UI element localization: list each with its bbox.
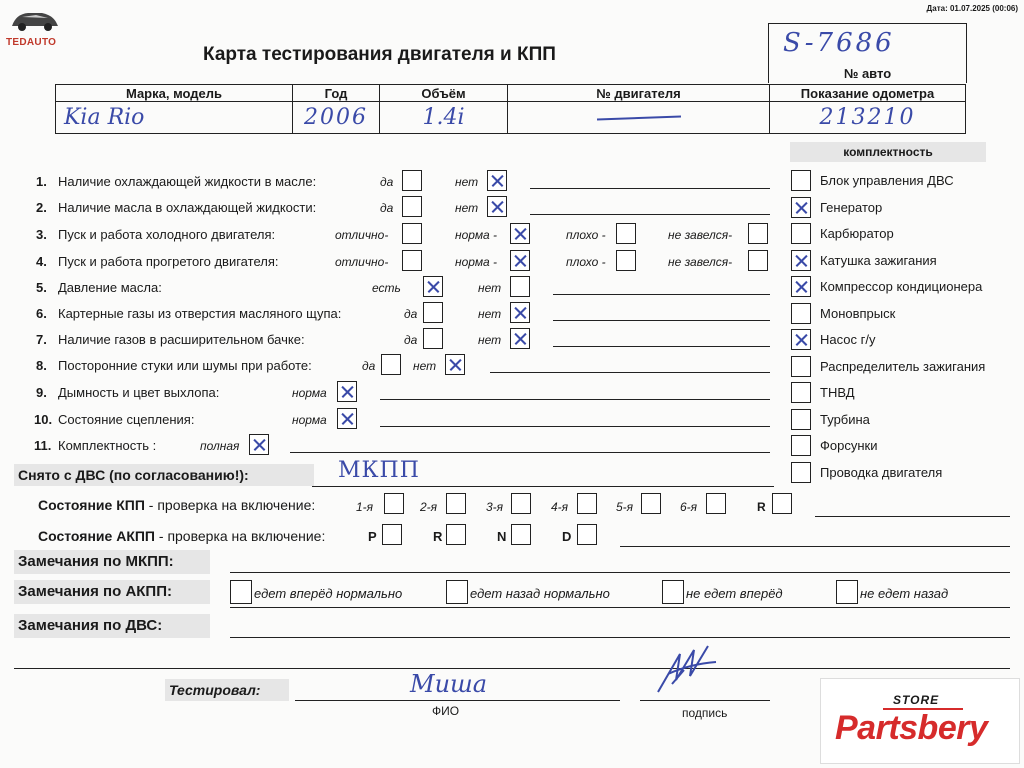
- completeness-checkbox[interactable]: [791, 197, 811, 218]
- kpp-gear-label: 6-я: [680, 500, 698, 514]
- remarks-dvs-label: Замечания по ДВС:: [14, 614, 210, 638]
- auto-number-box: [768, 23, 967, 83]
- test-option-label: нет: [478, 307, 502, 321]
- test-number: 4.: [36, 254, 47, 269]
- test-label: Посторонние стуки или шумы при работе:: [58, 358, 312, 373]
- answer-line: [380, 399, 770, 400]
- remarks-mkpp-label: Замечания по МКПП:: [14, 550, 210, 574]
- tester-name: Миша: [410, 670, 488, 698]
- page-title: Карта тестирования двигателя и КПП: [203, 44, 556, 65]
- test-option-checkbox[interactable]: [423, 276, 443, 297]
- test-number: 9.: [36, 385, 47, 400]
- make-value: Kia Rio: [56, 102, 293, 134]
- test-option-checkbox[interactable]: [510, 302, 530, 323]
- test-number: 2.: [36, 200, 47, 215]
- odometer-header: Показание одометра: [770, 85, 966, 102]
- kpp-gear-label: 1-я: [356, 500, 374, 514]
- test-option-label: да: [362, 359, 376, 373]
- kpp-gear-checkbox[interactable]: [577, 493, 597, 514]
- akpp-remark-label: едет назад нормально: [470, 586, 610, 601]
- test-option-checkbox[interactable]: [748, 223, 768, 244]
- completeness-item-label: Генератор: [820, 199, 883, 215]
- make-header: Марка, модель: [56, 85, 293, 102]
- completeness-title: комплектность: [790, 142, 986, 162]
- test-number: 11.: [34, 438, 52, 453]
- test-label: Давление масла:: [58, 280, 162, 295]
- akpp-gear-label: N: [497, 529, 507, 544]
- test-label: Наличие охлаждающей жидкости в масле:: [58, 174, 317, 189]
- completeness-item-label: Блок управления ДВС: [820, 173, 954, 188]
- completeness-checkbox[interactable]: [791, 382, 811, 403]
- completeness-item-label: Распределитель зажигания: [820, 358, 986, 374]
- volume-header: Объём: [380, 85, 508, 102]
- answer-line: [553, 320, 770, 321]
- test-option-checkbox[interactable]: [381, 354, 401, 375]
- kpp-gear-checkbox[interactable]: [511, 493, 531, 514]
- tedauto-logo: [6, 6, 62, 54]
- removed-value: МКПП: [338, 458, 420, 483]
- completeness-item-label: Катушка зажигания: [820, 252, 937, 268]
- kpp-gear-label: 2-я: [420, 500, 438, 514]
- test-option-checkbox[interactable]: [445, 354, 465, 375]
- test-option-checkbox[interactable]: [510, 250, 530, 271]
- test-option-label: не завелся-: [668, 228, 733, 242]
- test-number: 6.: [36, 306, 47, 321]
- test-option-label: отлично-: [335, 228, 389, 242]
- store-badge: [820, 678, 1020, 764]
- test-option-label: норма -: [455, 228, 498, 242]
- test-option-label: да: [404, 333, 418, 347]
- test-option-label: отлично-: [335, 255, 389, 269]
- test-option-checkbox[interactable]: [402, 196, 422, 217]
- test-label: Наличие масла в охлаждающей жидкости:: [58, 200, 317, 215]
- kpp-label-bold: Состояние КПП: [38, 497, 145, 513]
- akpp-remark-checkbox[interactable]: [662, 580, 684, 604]
- test-label: Пуск и работа прогретого двигателя:: [58, 254, 279, 269]
- tested-label: Тестировал:: [165, 679, 289, 701]
- kpp-gear-label: 4-я: [551, 500, 569, 514]
- test-option-checkbox[interactable]: [748, 250, 768, 271]
- fio-label: ФИО: [432, 704, 460, 718]
- test-option-label: плохо -: [566, 228, 606, 242]
- test-option-label: есть: [372, 281, 401, 295]
- test-option-checkbox[interactable]: [487, 196, 507, 217]
- kpp-gear-label: 3-я: [486, 500, 504, 514]
- akpp-remark-label: едет вперёд нормально: [254, 586, 403, 601]
- completeness-item-label: Форсунки: [820, 438, 878, 453]
- kpp-gear-checkbox[interactable]: [446, 493, 466, 514]
- akpp-gear-checkbox[interactable]: [577, 524, 597, 545]
- test-number: 3.: [36, 227, 47, 242]
- akpp-label-rest: - проверка на включение:: [155, 528, 326, 544]
- store-small: STORE: [893, 693, 940, 707]
- test-number: 8.: [36, 358, 47, 373]
- car-icon: [6, 6, 62, 32]
- completeness-item-label: Моновпрыск: [820, 305, 896, 321]
- akpp-remark-label: не едет назад: [860, 586, 949, 601]
- test-option-checkbox[interactable]: [616, 223, 636, 244]
- vehicle-info-table: [55, 84, 966, 134]
- kpp-gear-checkbox[interactable]: [706, 493, 726, 514]
- engine-number-header: № двигателя: [508, 85, 770, 102]
- test-option-checkbox[interactable]: [402, 250, 422, 271]
- test-option-checkbox[interactable]: [402, 223, 422, 244]
- kpp-gear-checkbox[interactable]: [641, 493, 661, 514]
- answer-line: [490, 372, 770, 373]
- kpp-gear-checkbox[interactable]: [772, 493, 792, 514]
- test-option-label: норма -: [455, 255, 498, 269]
- year-value: 2006: [293, 102, 380, 134]
- akpp-gear-label: R: [433, 529, 443, 544]
- test-option-checkbox[interactable]: [510, 276, 530, 297]
- kpp-label-rest: - проверка на включение:: [144, 497, 316, 513]
- test-option-checkbox[interactable]: [337, 408, 357, 429]
- test-option-checkbox[interactable]: [487, 170, 507, 191]
- completeness-item-label: Проводка двигателя: [820, 464, 943, 480]
- akpp-label: [38, 528, 325, 544]
- signature-mark: [650, 640, 720, 700]
- test-number: 7.: [36, 332, 47, 347]
- test-option-label: да: [380, 175, 394, 189]
- answer-line: [553, 346, 770, 347]
- completeness-item-label: ТНВД: [820, 385, 855, 400]
- test-number: 10.: [34, 412, 53, 427]
- kpp-gear-label: R: [757, 500, 766, 514]
- akpp-gear-label: P: [368, 529, 377, 544]
- test-option-label: нет: [478, 281, 502, 295]
- test-label: Наличие газов в расширительном бачке:: [58, 332, 305, 347]
- test-option-label: норма: [292, 386, 327, 400]
- auto-number-value: S-7686: [783, 28, 895, 58]
- answer-line: [553, 294, 770, 295]
- test-option-label: нет: [413, 359, 437, 373]
- akpp-gear-checkbox[interactable]: [511, 524, 531, 545]
- kpp-gear-label: 5-я: [616, 500, 634, 514]
- test-option-checkbox[interactable]: [402, 170, 422, 191]
- test-option-label: не завелся-: [668, 255, 733, 269]
- date-label: Дата: 01.07.2025 (00:06): [926, 4, 1018, 13]
- completeness-item-label: Турбина: [820, 411, 870, 427]
- year-header: Год: [293, 85, 380, 102]
- odometer-value: 213210: [770, 102, 966, 134]
- test-option-checkbox[interactable]: [249, 434, 269, 455]
- akpp-gear-checkbox[interactable]: [382, 524, 402, 545]
- completeness-checkbox[interactable]: [791, 329, 811, 350]
- completeness-item-label: Насос г/у: [820, 332, 876, 347]
- test-option-checkbox[interactable]: [423, 302, 443, 323]
- akpp-gear-checkbox[interactable]: [446, 524, 466, 545]
- test-label: Картерные газы из отверстия масляного щупа:: [58, 306, 342, 321]
- test-option-checkbox[interactable]: [423, 328, 443, 349]
- answer-line: [290, 452, 770, 453]
- completeness-checkbox[interactable]: [791, 250, 811, 271]
- test-option-label: полная: [200, 439, 240, 453]
- volume-value: 1.4i: [380, 102, 508, 134]
- test-option-label: норма: [292, 413, 327, 427]
- test-option-label: да: [404, 307, 418, 321]
- test-label: Комплектность :: [58, 438, 157, 453]
- store-name: Partsbery: [835, 709, 988, 747]
- akpp-remark-checkbox[interactable]: [836, 580, 858, 604]
- test-option-checkbox[interactable]: [510, 223, 530, 244]
- test-number: 5.: [36, 280, 47, 295]
- completeness-checkbox[interactable]: [791, 303, 811, 324]
- test-label: Пуск и работа холодного двигателя:: [58, 227, 276, 242]
- test-label: Состояние сцепления:: [58, 412, 195, 427]
- auto-number-label: № авто: [843, 66, 892, 81]
- test-option-checkbox[interactable]: [337, 381, 357, 402]
- kpp-label: [38, 497, 315, 513]
- test-option-checkbox[interactable]: [510, 328, 530, 349]
- test-option-label: нет: [455, 201, 479, 215]
- akpp-label-bold: Состояние АКПП: [38, 528, 155, 544]
- removed-label: Снято с ДВС (по согласованию!):: [14, 464, 314, 486]
- completeness-checkbox[interactable]: [791, 435, 811, 456]
- completeness-checkbox[interactable]: [791, 276, 811, 297]
- remarks-akpp-label: Замечания по АКПП:: [14, 580, 210, 604]
- test-option-label: да: [380, 201, 394, 215]
- test-option-label: нет: [455, 175, 479, 189]
- test-option-checkbox[interactable]: [616, 250, 636, 271]
- completeness-item-label: Компрессор кондиционера: [820, 279, 983, 294]
- completeness-item-label: Карбюратор: [820, 226, 894, 241]
- akpp-remark-checkbox[interactable]: [446, 580, 468, 604]
- test-number: 1.: [36, 174, 47, 189]
- completeness-checkbox[interactable]: [791, 223, 811, 244]
- signature-label: подпись: [682, 706, 728, 720]
- completeness-checkbox[interactable]: [791, 409, 811, 430]
- completeness-checkbox[interactable]: [791, 462, 811, 483]
- completeness-checkbox[interactable]: [791, 356, 811, 377]
- answer-line: [380, 426, 770, 427]
- akpp-gear-label: D: [562, 529, 572, 544]
- akpp-remark-label: не едет вперёд: [686, 586, 783, 601]
- akpp-remark-checkbox[interactable]: [230, 580, 252, 604]
- test-option-label: нет: [478, 333, 502, 347]
- test-option-label: плохо -: [566, 255, 606, 269]
- engine-number-value: [508, 102, 770, 134]
- test-label: Дымность и цвет выхлопа:: [58, 385, 220, 400]
- kpp-gear-checkbox[interactable]: [384, 493, 404, 514]
- logo-text: TEDAUTO: [6, 37, 57, 48]
- answer-line: [530, 188, 770, 189]
- completeness-checkbox[interactable]: [791, 170, 811, 191]
- answer-line: [530, 214, 770, 215]
